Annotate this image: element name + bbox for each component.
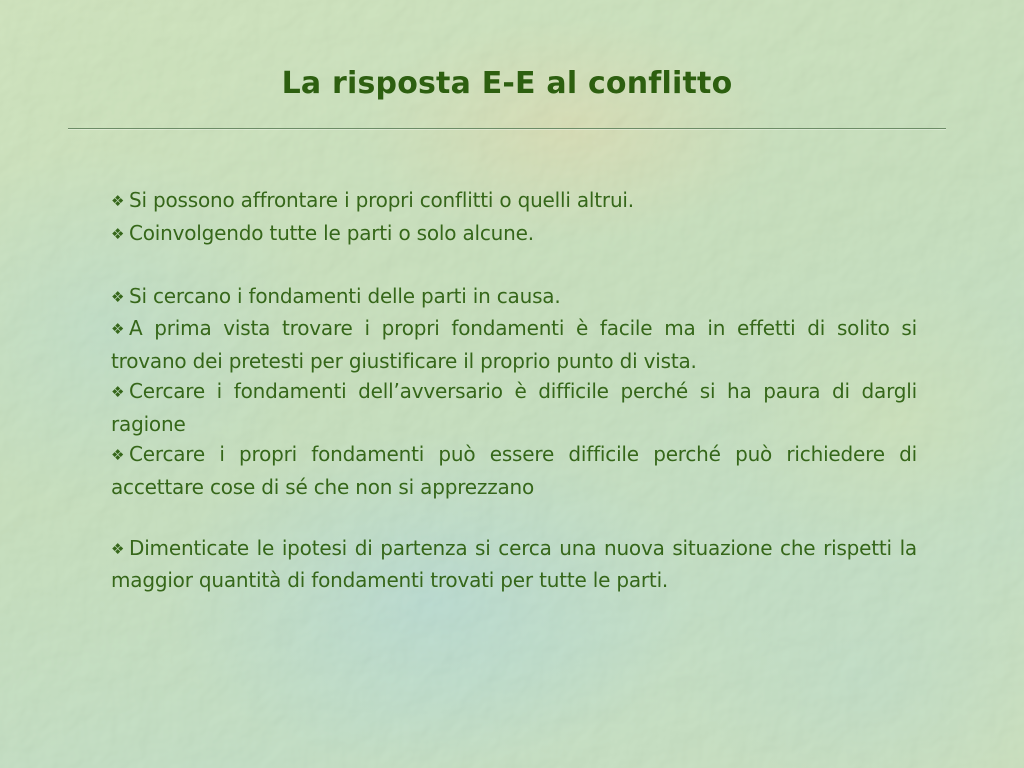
bullet-text: A prima vista trovare i propri fondamenti è facile ma in effetti di solito si trovano dei pretesti per giustificare il proprio punto di vista. (111, 316, 917, 373)
bullet-item (111, 439, 917, 502)
four-diamond-bullet-icon: ❖ (111, 446, 125, 464)
bullet-item (111, 313, 917, 376)
bullet-item (111, 281, 917, 314)
four-diamond-bullet-icon: ❖ (111, 320, 125, 338)
bullet-text: Cercare i propri fondamenti può essere difficile perché può richiedere di accettare cose di sé che non si apprezzano (111, 442, 917, 499)
four-diamond-bullet-icon: ❖ (111, 224, 125, 243)
bullet-item (111, 376, 917, 439)
bullet-text: Si cercano i fondamenti delle parti in causa. (129, 283, 561, 308)
bullet-text: Cercare i fondamenti dell’avversario è difficile perché si ha paura di dargli ragione (111, 379, 917, 436)
bullet-list (111, 185, 917, 596)
four-diamond-bullet-icon: ❖ (111, 383, 125, 401)
bullet-text: Coinvolgendo tutte le parti o solo alcune. (129, 220, 534, 245)
bullet-item (111, 185, 917, 218)
four-diamond-bullet-icon: ❖ (111, 287, 125, 306)
bullet-text: Si possono affrontare i propri conflitti o quelli altrui. (129, 188, 634, 212)
title-divider (68, 128, 946, 130)
bullet-item (111, 218, 917, 251)
four-diamond-bullet-icon: ❖ (111, 539, 125, 558)
bullet-text: Dimenticate le ipotesi di partenza si cerca una nuova situazione che rispetti la maggior quantità di fondamenti trovati per tutte le parti. (111, 535, 917, 592)
four-diamond-bullet-icon: ❖ (111, 192, 125, 210)
bullet-item (111, 533, 917, 596)
page-title: La risposta E-E al conflitto (281, 66, 733, 101)
